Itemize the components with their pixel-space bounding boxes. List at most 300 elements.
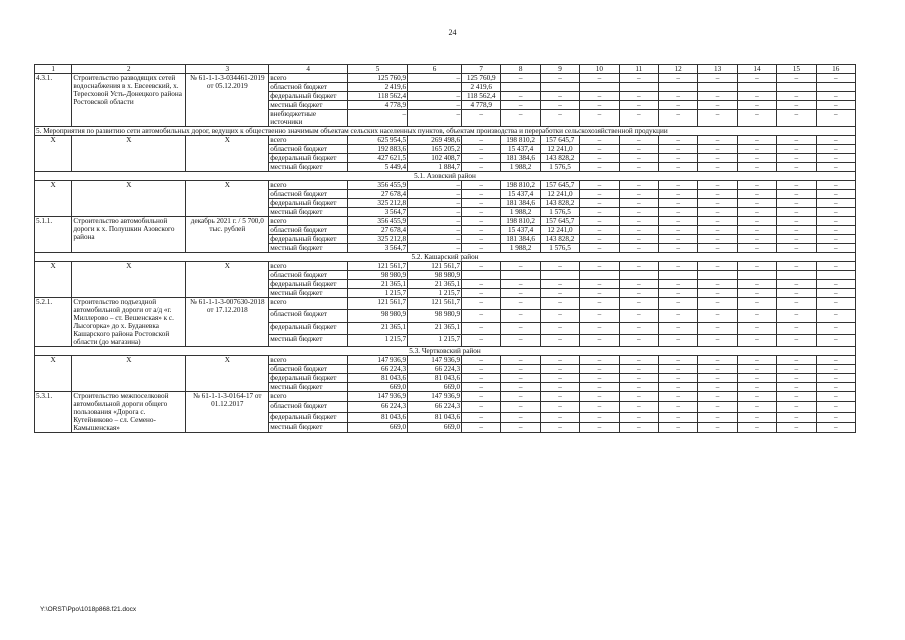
value-cell: 669,0 bbox=[408, 383, 462, 392]
section-title: 5.2. Кашарский район bbox=[35, 253, 856, 262]
value-cell: – bbox=[580, 101, 619, 110]
value-cell: – bbox=[462, 154, 501, 163]
value-cell: – bbox=[698, 145, 737, 154]
col-header: 6 bbox=[408, 65, 462, 74]
value-cell: – bbox=[540, 392, 579, 402]
x-mark: Х bbox=[186, 181, 269, 217]
value-cell: – bbox=[777, 92, 816, 101]
value-cell: – bbox=[540, 356, 579, 365]
value-cell: – bbox=[658, 208, 697, 217]
value-cell: – bbox=[737, 217, 776, 226]
value-cell: – bbox=[619, 402, 658, 412]
value-cell: – bbox=[462, 226, 501, 235]
value-cell: – bbox=[816, 136, 855, 145]
value-cell: – bbox=[698, 217, 737, 226]
funding-source: федеральный бюджет bbox=[269, 374, 348, 383]
value-cell: – bbox=[737, 136, 776, 145]
value-cell: 198 810,2 bbox=[501, 181, 540, 190]
value-cell: – bbox=[737, 298, 776, 310]
value-cell: – bbox=[698, 101, 737, 110]
value-cell: 118 562,4 bbox=[462, 92, 501, 101]
value-cell: – bbox=[408, 181, 462, 190]
value-cell: – bbox=[580, 289, 619, 298]
value-cell: – bbox=[408, 190, 462, 199]
table-row bbox=[35, 181, 856, 190]
value-cell: – bbox=[540, 322, 579, 334]
value-cell: – bbox=[580, 244, 619, 253]
value-cell: – bbox=[462, 383, 501, 392]
value-cell: – bbox=[737, 92, 776, 101]
value-cell: – bbox=[501, 74, 540, 83]
value-cell: – bbox=[816, 226, 855, 235]
x-mark: Х bbox=[72, 356, 186, 392]
value-cell: 4 778,9 bbox=[462, 101, 501, 110]
value-cell: – bbox=[816, 262, 855, 271]
value-cell bbox=[658, 83, 697, 92]
value-cell: – bbox=[462, 145, 501, 154]
value-cell: 21 365,1 bbox=[348, 280, 408, 289]
value-cell bbox=[698, 271, 737, 280]
value-cell bbox=[816, 271, 855, 280]
funding-source: внебюджетные источники bbox=[269, 110, 348, 127]
value-cell bbox=[737, 271, 776, 280]
value-cell: – bbox=[658, 383, 697, 392]
value-cell: – bbox=[816, 383, 855, 392]
value-cell: – bbox=[658, 402, 697, 412]
value-cell: – bbox=[777, 136, 816, 145]
funding-source: местный бюджет bbox=[269, 163, 348, 172]
value-cell: – bbox=[777, 310, 816, 322]
value-cell: – bbox=[658, 226, 697, 235]
value-cell: – bbox=[619, 310, 658, 322]
value-cell: – bbox=[816, 412, 855, 422]
value-cell: – bbox=[540, 374, 579, 383]
value-cell: – bbox=[619, 208, 658, 217]
value-cell: 118 562,4 bbox=[348, 92, 408, 101]
value-cell: 121 561,7 bbox=[348, 262, 408, 271]
value-cell: – bbox=[501, 92, 540, 101]
value-cell: – bbox=[580, 163, 619, 172]
value-cell: – bbox=[408, 74, 462, 83]
col-header: 8 bbox=[501, 65, 540, 74]
value-cell: – bbox=[462, 136, 501, 145]
section-title-row bbox=[35, 172, 856, 181]
value-cell: – bbox=[540, 383, 579, 392]
value-cell: – bbox=[777, 244, 816, 253]
value-cell: – bbox=[816, 244, 855, 253]
value-cell: 125 760,9 bbox=[462, 74, 501, 83]
value-cell: – bbox=[408, 199, 462, 208]
value-cell: – bbox=[619, 199, 658, 208]
value-cell: – bbox=[348, 110, 408, 127]
value-cell: – bbox=[619, 110, 658, 127]
value-cell: – bbox=[816, 208, 855, 217]
value-cell: – bbox=[698, 422, 737, 432]
item-document: № 61-1-1-3-0164-17 от 01.12.2017 bbox=[186, 392, 269, 433]
value-cell: 1 576,5 bbox=[540, 208, 579, 217]
value-cell: – bbox=[619, 392, 658, 402]
value-cell: – bbox=[501, 110, 540, 127]
value-cell: – bbox=[698, 110, 737, 127]
value-cell: – bbox=[540, 92, 579, 101]
value-cell: – bbox=[408, 101, 462, 110]
value-cell: 98 980,9 bbox=[408, 310, 462, 322]
value-cell: – bbox=[816, 374, 855, 383]
value-cell: – bbox=[698, 199, 737, 208]
value-cell: – bbox=[501, 289, 540, 298]
funding-source: федеральный бюджет bbox=[269, 322, 348, 334]
item-number: 5.2.1. bbox=[35, 298, 72, 347]
funding-source: федеральный бюджет bbox=[269, 154, 348, 163]
value-cell: – bbox=[777, 101, 816, 110]
value-cell: – bbox=[816, 235, 855, 244]
value-cell: – bbox=[777, 208, 816, 217]
value-cell: – bbox=[777, 365, 816, 374]
value-cell: – bbox=[816, 181, 855, 190]
value-cell: – bbox=[777, 422, 816, 432]
header-row bbox=[35, 65, 856, 74]
value-cell: – bbox=[777, 217, 816, 226]
value-cell: 121 561,7 bbox=[348, 298, 408, 310]
value-cell: – bbox=[619, 289, 658, 298]
item-number: 5.3.1. bbox=[35, 392, 72, 433]
value-cell: – bbox=[737, 365, 776, 374]
value-cell: – bbox=[619, 190, 658, 199]
value-cell: – bbox=[619, 412, 658, 422]
value-cell: – bbox=[580, 412, 619, 422]
value-cell: – bbox=[777, 154, 816, 163]
value-cell: 669,0 bbox=[408, 422, 462, 432]
value-cell: – bbox=[737, 280, 776, 289]
value-cell: – bbox=[737, 190, 776, 199]
value-cell: – bbox=[540, 412, 579, 422]
value-cell: 1 576,5 bbox=[540, 244, 579, 253]
funding-source: всего bbox=[269, 74, 348, 83]
value-cell bbox=[698, 83, 737, 92]
funding-source: федеральный бюджет bbox=[269, 412, 348, 422]
value-cell: – bbox=[777, 181, 816, 190]
value-cell: 1 884,7 bbox=[408, 163, 462, 172]
funding-source: областной бюджет bbox=[269, 226, 348, 235]
value-cell bbox=[816, 83, 855, 92]
value-cell: – bbox=[816, 110, 855, 127]
table-row bbox=[35, 392, 856, 402]
value-cell: – bbox=[698, 235, 737, 244]
value-cell: – bbox=[698, 154, 737, 163]
value-cell: – bbox=[698, 298, 737, 310]
value-cell: – bbox=[462, 208, 501, 217]
value-cell: 121 561,7 bbox=[408, 298, 462, 310]
value-cell: – bbox=[777, 298, 816, 310]
value-cell: – bbox=[580, 365, 619, 374]
value-cell: – bbox=[540, 298, 579, 310]
value-cell: – bbox=[619, 356, 658, 365]
value-cell: 2 419,6 bbox=[348, 83, 408, 92]
value-cell: – bbox=[462, 163, 501, 172]
value-cell: – bbox=[698, 356, 737, 365]
value-cell: 66 224,3 bbox=[408, 402, 462, 412]
value-cell: 669,0 bbox=[348, 422, 408, 432]
value-cell: – bbox=[501, 422, 540, 432]
value-cell: – bbox=[777, 262, 816, 271]
value-cell: – bbox=[501, 412, 540, 422]
value-cell: 181 384,6 bbox=[501, 235, 540, 244]
value-cell: – bbox=[580, 226, 619, 235]
value-cell: 27 678,4 bbox=[348, 190, 408, 199]
value-cell: 356 455,9 bbox=[348, 217, 408, 226]
section-title-row bbox=[35, 127, 856, 136]
value-cell: – bbox=[408, 92, 462, 101]
value-cell: – bbox=[658, 217, 697, 226]
value-cell: – bbox=[501, 262, 540, 271]
value-cell bbox=[501, 271, 540, 280]
value-cell: – bbox=[777, 280, 816, 289]
value-cell: – bbox=[816, 101, 855, 110]
col-header: 2 bbox=[72, 65, 186, 74]
funding-source: областной бюджет bbox=[269, 310, 348, 322]
value-cell: 121 561,7 bbox=[408, 262, 462, 271]
value-cell: – bbox=[698, 322, 737, 334]
value-cell: – bbox=[540, 334, 579, 346]
value-cell: 1 988,2 bbox=[501, 163, 540, 172]
value-cell: – bbox=[619, 235, 658, 244]
col-header: 3 bbox=[186, 65, 269, 74]
value-cell: 147 936,9 bbox=[408, 392, 462, 402]
value-cell: – bbox=[658, 235, 697, 244]
value-cell: – bbox=[619, 374, 658, 383]
item-number: 4.3.1. bbox=[35, 74, 72, 127]
table-body bbox=[35, 65, 856, 433]
value-cell: 66 224,3 bbox=[348, 402, 408, 412]
value-cell: – bbox=[462, 334, 501, 346]
col-header: 16 bbox=[816, 65, 855, 74]
value-cell: – bbox=[580, 334, 619, 346]
value-cell: 1 215,7 bbox=[348, 289, 408, 298]
value-cell: – bbox=[698, 208, 737, 217]
item-name: Строительство разводящих сетей водоснабжения в х. Евсеевский, х. Тересховой Усть-Донецкого района Ростовской области bbox=[72, 74, 186, 127]
value-cell: – bbox=[698, 92, 737, 101]
value-cell: – bbox=[501, 310, 540, 322]
value-cell: – bbox=[737, 154, 776, 163]
value-cell: – bbox=[737, 181, 776, 190]
x-mark: Х bbox=[35, 262, 72, 298]
value-cell: – bbox=[777, 356, 816, 365]
x-mark: Х bbox=[35, 181, 72, 217]
value-cell: – bbox=[658, 365, 697, 374]
value-cell: 356 455,9 bbox=[348, 181, 408, 190]
value-cell: – bbox=[580, 154, 619, 163]
value-cell: – bbox=[777, 199, 816, 208]
item-name: Строительство подъездной автомобильной дороги от а/д «г. Миллерово – ст. Вешенская» к с. Лысогорка» до х. Буданевка Кашарского района Ростовской области (до магазина) bbox=[72, 298, 186, 347]
value-cell: – bbox=[658, 289, 697, 298]
col-header: 15 bbox=[777, 65, 816, 74]
value-cell: 5 449,4 bbox=[348, 163, 408, 172]
value-cell: – bbox=[816, 422, 855, 432]
value-cell: 98 980,9 bbox=[408, 271, 462, 280]
value-cell: 21 365,1 bbox=[348, 322, 408, 334]
value-cell: – bbox=[501, 365, 540, 374]
value-cell: – bbox=[462, 298, 501, 310]
value-cell: 98 980,9 bbox=[348, 310, 408, 322]
value-cell: – bbox=[698, 310, 737, 322]
value-cell: – bbox=[501, 383, 540, 392]
value-cell: 12 241,0 bbox=[540, 226, 579, 235]
x-mark: Х bbox=[186, 262, 269, 298]
value-cell: – bbox=[540, 262, 579, 271]
value-cell: – bbox=[580, 310, 619, 322]
funding-source: всего bbox=[269, 181, 348, 190]
item-document: № 61-1-1-3-007630-2018 от 17.12.2018 bbox=[186, 298, 269, 347]
value-cell: – bbox=[619, 383, 658, 392]
value-cell: 15 437,4 bbox=[501, 145, 540, 154]
value-cell: – bbox=[580, 402, 619, 412]
value-cell: – bbox=[658, 110, 697, 127]
value-cell: – bbox=[737, 244, 776, 253]
col-header: 9 bbox=[540, 65, 579, 74]
value-cell: – bbox=[658, 101, 697, 110]
section-title-row bbox=[35, 347, 856, 356]
value-cell: – bbox=[580, 322, 619, 334]
value-cell: – bbox=[462, 412, 501, 422]
value-cell: – bbox=[737, 322, 776, 334]
value-cell: – bbox=[580, 374, 619, 383]
value-cell: – bbox=[580, 208, 619, 217]
file-path-footer: Y:\ORST\Ppo\1018p868.f21.docx bbox=[40, 606, 137, 613]
value-cell: – bbox=[737, 235, 776, 244]
value-cell: – bbox=[462, 289, 501, 298]
value-cell: – bbox=[737, 208, 776, 217]
value-cell bbox=[540, 271, 579, 280]
value-cell: – bbox=[580, 217, 619, 226]
value-cell: – bbox=[816, 365, 855, 374]
value-cell: – bbox=[619, 244, 658, 253]
value-cell: 3 564,7 bbox=[348, 208, 408, 217]
value-cell: 192 883,6 bbox=[348, 145, 408, 154]
value-cell: – bbox=[658, 74, 697, 83]
value-cell: – bbox=[737, 262, 776, 271]
value-cell: 1 215,7 bbox=[408, 289, 462, 298]
value-cell: – bbox=[540, 365, 579, 374]
value-cell: – bbox=[658, 298, 697, 310]
section-title-row bbox=[35, 253, 856, 262]
value-cell: – bbox=[658, 136, 697, 145]
value-cell: 66 224,3 bbox=[408, 365, 462, 374]
value-cell: 325 212,8 bbox=[348, 199, 408, 208]
value-cell: – bbox=[462, 262, 501, 271]
value-cell: – bbox=[462, 356, 501, 365]
value-cell: – bbox=[619, 101, 658, 110]
value-cell: 181 384,6 bbox=[501, 199, 540, 208]
value-cell bbox=[580, 83, 619, 92]
value-cell: 625 954,5 bbox=[348, 136, 408, 145]
value-cell: – bbox=[737, 74, 776, 83]
value-cell: – bbox=[737, 226, 776, 235]
value-cell: 157 645,7 bbox=[540, 136, 579, 145]
col-header: 4 bbox=[269, 65, 348, 74]
value-cell: – bbox=[816, 289, 855, 298]
value-cell: – bbox=[737, 392, 776, 402]
value-cell: – bbox=[698, 181, 737, 190]
value-cell: – bbox=[737, 374, 776, 383]
value-cell: 143 828,2 bbox=[540, 154, 579, 163]
value-cell: – bbox=[816, 334, 855, 346]
value-cell: – bbox=[777, 334, 816, 346]
value-cell: – bbox=[462, 110, 501, 127]
funding-source: местный бюджет bbox=[269, 289, 348, 298]
value-cell: – bbox=[501, 298, 540, 310]
value-cell: 12 241,0 bbox=[540, 145, 579, 154]
value-cell: – bbox=[777, 226, 816, 235]
value-cell: – bbox=[777, 402, 816, 412]
value-cell: – bbox=[580, 235, 619, 244]
col-header: 14 bbox=[737, 65, 776, 74]
table-row bbox=[35, 298, 856, 310]
value-cell: – bbox=[698, 334, 737, 346]
funding-source: всего bbox=[269, 298, 348, 310]
value-cell: – bbox=[501, 101, 540, 110]
value-cell: – bbox=[462, 402, 501, 412]
value-cell: – bbox=[777, 412, 816, 422]
funding-source: местный бюджет bbox=[269, 244, 348, 253]
value-cell: – bbox=[777, 374, 816, 383]
value-cell: – bbox=[619, 145, 658, 154]
item-document: № 61-1-1-3-034461-2019 от 05.12.2019 bbox=[186, 74, 269, 127]
funding-source: федеральный бюджет bbox=[269, 199, 348, 208]
value-cell: – bbox=[580, 392, 619, 402]
x-mark: Х bbox=[72, 181, 186, 217]
item-name: Строительство межпоселковой автомобильной дороги общего пользования «Дорога с. Кутейниково – сл. Семено-Камышенская» bbox=[72, 392, 186, 433]
value-cell bbox=[540, 83, 579, 92]
value-cell: – bbox=[658, 322, 697, 334]
value-cell: – bbox=[777, 322, 816, 334]
value-cell: – bbox=[540, 310, 579, 322]
value-cell: – bbox=[658, 244, 697, 253]
value-cell: – bbox=[698, 383, 737, 392]
value-cell: 1 988,2 bbox=[501, 244, 540, 253]
value-cell: – bbox=[462, 322, 501, 334]
value-cell: – bbox=[580, 190, 619, 199]
value-cell: – bbox=[737, 422, 776, 432]
value-cell: – bbox=[816, 392, 855, 402]
value-cell: – bbox=[816, 163, 855, 172]
value-cell: 143 828,2 bbox=[540, 235, 579, 244]
funding-source: местный бюджет bbox=[269, 422, 348, 432]
value-cell bbox=[619, 271, 658, 280]
value-cell: – bbox=[816, 74, 855, 83]
value-cell: – bbox=[737, 356, 776, 365]
value-cell: – bbox=[658, 181, 697, 190]
value-cell: – bbox=[816, 190, 855, 199]
value-cell: – bbox=[580, 110, 619, 127]
value-cell: 143 828,2 bbox=[540, 199, 579, 208]
value-cell: 147 936,9 bbox=[408, 356, 462, 365]
value-cell: – bbox=[408, 235, 462, 244]
section-title: 5.3. Чертковский район bbox=[35, 347, 856, 356]
value-cell: 669,0 bbox=[348, 383, 408, 392]
funding-source: всего bbox=[269, 262, 348, 271]
value-cell: – bbox=[462, 199, 501, 208]
value-cell: 81 043,6 bbox=[408, 374, 462, 383]
value-cell: – bbox=[816, 154, 855, 163]
value-cell: – bbox=[580, 422, 619, 432]
value-cell: – bbox=[462, 280, 501, 289]
value-cell: – bbox=[501, 392, 540, 402]
value-cell: 98 980,9 bbox=[348, 271, 408, 280]
value-cell: 181 384,6 bbox=[501, 154, 540, 163]
value-cell: – bbox=[540, 280, 579, 289]
value-cell: – bbox=[619, 298, 658, 310]
value-cell: – bbox=[777, 145, 816, 154]
